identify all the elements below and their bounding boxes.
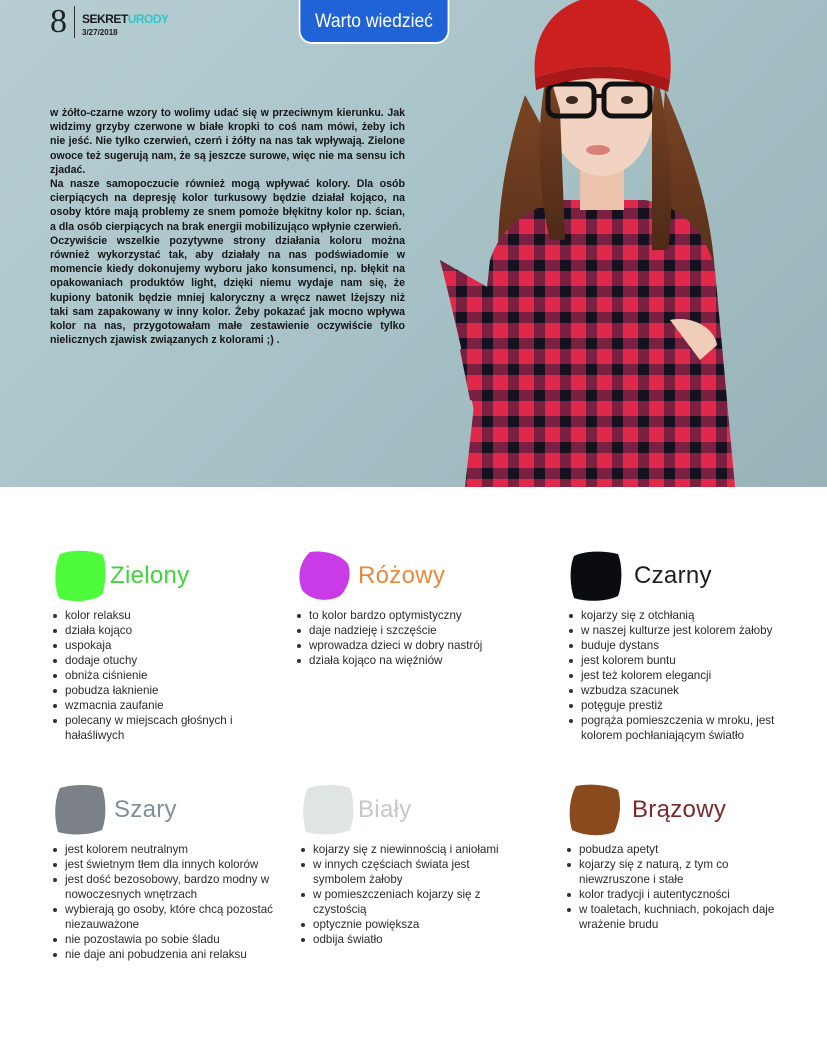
article-text bbox=[50, 106, 405, 347]
color-section-brazowy bbox=[566, 782, 796, 932]
hero-banner bbox=[0, 0, 827, 487]
color-heading bbox=[52, 548, 252, 608]
list-item: w pomieszczeniach kojarzy się z czystością bbox=[300, 887, 518, 917]
list-item: kolor tradycji i autentyczności bbox=[566, 887, 796, 902]
color-section-zielony bbox=[52, 548, 252, 743]
list-item: jest kolorem neutralnym bbox=[52, 842, 282, 857]
list-item: wzmacnia zaufanie bbox=[52, 698, 252, 713]
list-item: optycznie powiększa bbox=[300, 917, 530, 932]
paint-splash-icon bbox=[52, 548, 108, 604]
color-traits-list bbox=[296, 608, 526, 668]
color-traits-list bbox=[568, 608, 808, 743]
list-item: daje nadzieję i szczęście bbox=[296, 623, 526, 638]
color-heading bbox=[296, 548, 526, 608]
color-name: Zielony bbox=[110, 562, 190, 589]
paint-splash-icon bbox=[300, 782, 356, 838]
paint-splash-icon bbox=[568, 548, 624, 604]
list-item: polecany w miejscach głośnych i hałaśliwych bbox=[52, 713, 245, 743]
color-heading bbox=[566, 782, 796, 842]
list-item: działa kojąco bbox=[52, 623, 252, 638]
logo-part-urody: URODY bbox=[127, 12, 169, 26]
paint-splash-icon bbox=[566, 782, 622, 838]
color-section-szary bbox=[52, 782, 282, 962]
magazine-logo bbox=[82, 12, 169, 26]
paint-splash-icon bbox=[296, 548, 352, 604]
model-photo bbox=[430, 0, 827, 487]
list-item: odbija światło bbox=[300, 932, 530, 947]
color-traits-list bbox=[52, 608, 252, 743]
list-item: w toaletach, kuchniach, pokojach daje wrażenie brudu bbox=[566, 902, 779, 932]
page-number: 8 bbox=[50, 3, 67, 40]
list-item: jest dość bezosobowy, bardzo modny w nowoczesnych wnętrzach bbox=[52, 872, 275, 902]
list-item: działa kojąco na więźniów bbox=[296, 653, 526, 668]
list-item: kolor relaksu bbox=[52, 608, 252, 623]
article-paragraph: w żółto-czarne wzory to wolimy udać się w przeciwnym kierunku. Jak widzimy grzyby czerwone w białe kropki to coś nam mówi, żeby ich nie jeść. Nie tylko czerwień, czerń i żółty na nas tak wpływają. Zielone owoce też sugerują nam, że są jeszcze surowe, więc nie ma sensu ich zjadać. bbox=[50, 107, 405, 176]
list-item: jest też kolorem elegancji bbox=[568, 668, 808, 683]
color-name: Różowy bbox=[358, 562, 446, 589]
list-item: jest świetnym tłem dla innych kolorów bbox=[52, 857, 282, 872]
paint-splash-icon bbox=[52, 782, 108, 838]
list-item: to kolor bardzo optymistyczny bbox=[296, 608, 526, 623]
logo-part-sekret: SEKRET bbox=[82, 12, 128, 26]
list-item: wprowadza dzieci w dobry nastrój bbox=[296, 638, 526, 653]
list-item: pobudza łaknienie bbox=[52, 683, 252, 698]
article-paragraph: Oczywiście wszelkie pozytywne strony działania koloru można również wykorzystać tak, aby działały na nas podświadomie w momencie kiedy dokonujemy wyboru jako konsumenci, np. błękit na opakowaniach produktów light, dzięki niemu wydaje nam się, że kupiony batonik będzie mniej kaloryczny a wręcz nawet lżejszy niż taki sam zapakowany w inny kolor. Żeby pokazać jak mocno wpływa kolor na nas, przygotowałam małe zestawienie oczywiście tylko nielicznych zjawisk związanych z kolorami ;) . bbox=[50, 234, 405, 347]
list-item: w innych częściach świata jest symbolem żałoby bbox=[300, 857, 518, 887]
list-item: kojarzy się z otchłanią bbox=[568, 608, 808, 623]
color-name: Szary bbox=[114, 796, 177, 823]
article-paragraph: Na nasze samopoczucie również mogą wpływać kolory. Dla osób cierpiących na depresję kolor turkusowy będzie działał kojąco, na osoby które mają problemy ze snem pomoże błękitny kolor np. ścian, a dla osób cierpiących na brak energii mobilizująco wpłynie czerwień. bbox=[50, 178, 405, 233]
section-tab: Warto wiedzieć bbox=[299, 0, 450, 44]
issue-date: 3/27/2018 bbox=[82, 28, 118, 37]
list-item: potęguje prestiż bbox=[568, 698, 808, 713]
list-item: jest kolorem buntu bbox=[568, 653, 808, 668]
color-section-rozowy bbox=[296, 548, 526, 668]
color-name: Brązowy bbox=[632, 796, 727, 823]
list-item: dodaje otuchy bbox=[52, 653, 252, 668]
color-traits-list bbox=[300, 842, 530, 947]
color-section-czarny bbox=[568, 548, 808, 743]
color-traits-list bbox=[52, 842, 282, 962]
list-item: buduje dystans bbox=[568, 638, 808, 653]
list-item: nie daje ani pobudzenia ani relaksu bbox=[52, 947, 282, 962]
list-item: pobudza apetyt bbox=[566, 842, 796, 857]
list-item: wybierają go osoby, które chcą pozostać niezauważone bbox=[52, 902, 275, 932]
list-item: nie pozostawia po sobie śladu bbox=[52, 932, 282, 947]
list-item: kojarzy się z niewinnością i aniołami bbox=[300, 842, 530, 857]
color-traits-list bbox=[566, 842, 796, 932]
list-item: obniża ciśnienie bbox=[52, 668, 252, 683]
color-heading bbox=[300, 782, 530, 842]
color-section-bialy bbox=[300, 782, 530, 947]
header-divider bbox=[74, 6, 75, 38]
color-heading bbox=[52, 782, 282, 842]
color-heading bbox=[568, 548, 808, 608]
list-item: uspokaja bbox=[52, 638, 252, 653]
color-name: Biały bbox=[358, 796, 412, 823]
list-item: kojarzy się z naturą, z tym co niewzruszone i stałe bbox=[566, 857, 779, 887]
list-item: w naszej kulturze jest kolorem żałoby bbox=[568, 623, 808, 638]
color-name: Czarny bbox=[634, 562, 712, 589]
list-item: pogrąża pomieszczenia w mroku, jest kolorem pochłaniającym światło bbox=[568, 713, 808, 743]
list-item: wzbudza szacunek bbox=[568, 683, 808, 698]
